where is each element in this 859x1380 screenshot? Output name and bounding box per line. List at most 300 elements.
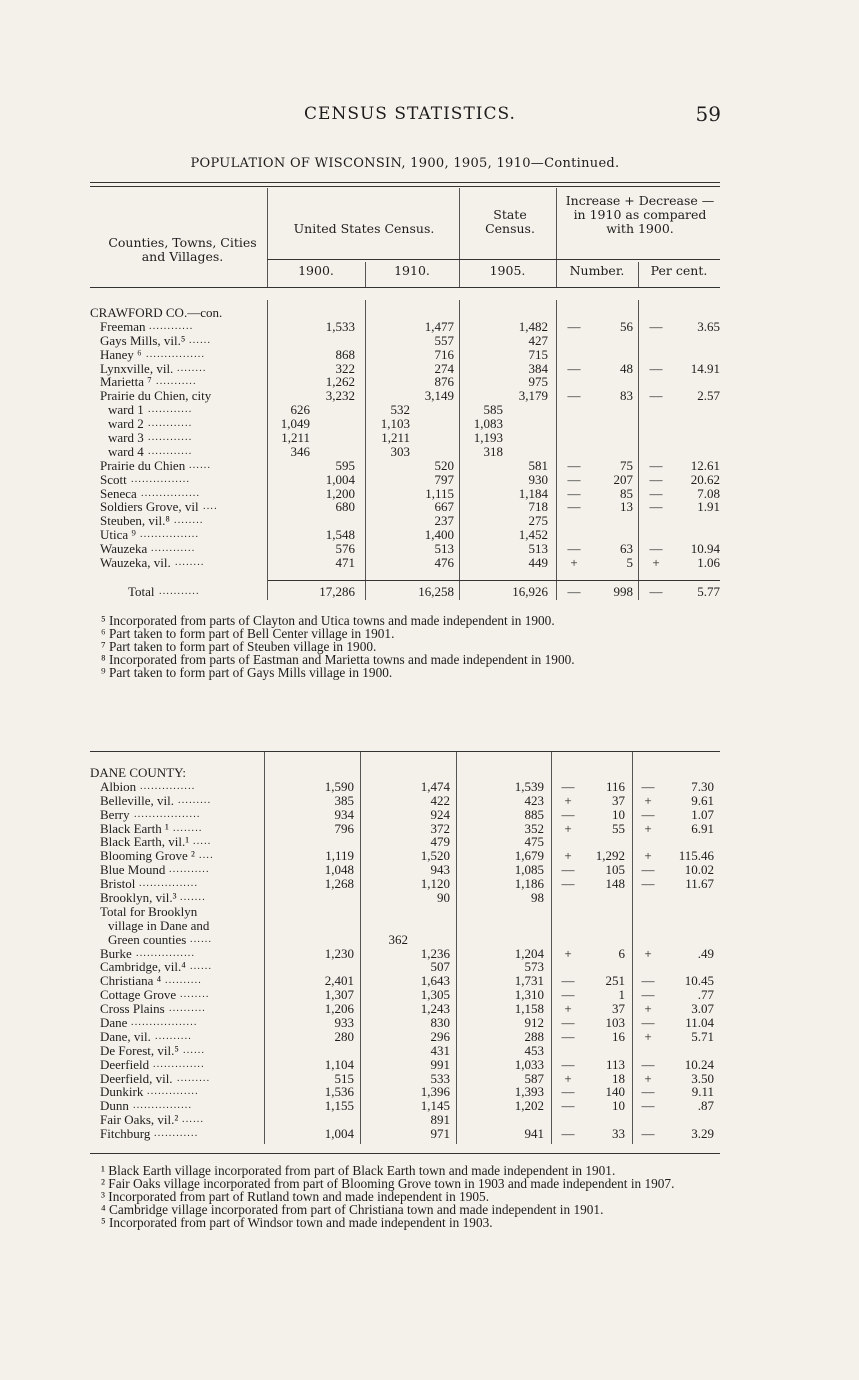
value-1905: 98 bbox=[531, 890, 544, 906]
leader-dots: ........... bbox=[159, 586, 200, 597]
value-1900: 17,286 bbox=[319, 584, 355, 599]
table-row bbox=[90, 1113, 720, 1127]
value-1905: 1,482 bbox=[518, 318, 548, 334]
value-percent: 14.91 bbox=[690, 360, 720, 376]
value-1905: 1,158 bbox=[514, 1001, 544, 1017]
sign-percent: — bbox=[641, 862, 655, 878]
sign-percent: — bbox=[649, 457, 663, 473]
value-1905: 384 bbox=[528, 360, 548, 376]
value-1900: 1,004 bbox=[325, 471, 355, 487]
column-header-counties: Counties, Towns, Cities and Villages. bbox=[108, 235, 257, 264]
row-name: Dunn bbox=[100, 1098, 129, 1114]
dane-table bbox=[90, 766, 720, 1141]
value-percent: 1.07 bbox=[691, 806, 714, 822]
value-1905: 288 bbox=[524, 1028, 544, 1044]
leader-dots: ............... bbox=[140, 780, 196, 792]
value-1905: 3,179 bbox=[518, 388, 548, 404]
value-1905: 885 bbox=[524, 806, 544, 822]
value-1900: 1,533 bbox=[325, 318, 355, 334]
sign-number: — bbox=[567, 485, 581, 501]
row-name: Steuben, vil.⁸ bbox=[100, 513, 170, 529]
crawford-total-row bbox=[90, 585, 720, 599]
value-number: 48 bbox=[620, 360, 633, 376]
value-number: 18 bbox=[612, 1070, 625, 1086]
value-1905: 930 bbox=[528, 471, 548, 487]
value-1900: 515 bbox=[334, 1070, 354, 1086]
value-1900: 471 bbox=[335, 555, 355, 571]
value-1910: 1,211 bbox=[381, 430, 410, 446]
row-name: Total for Brooklyn bbox=[100, 903, 198, 919]
sign-percent: + bbox=[644, 1028, 652, 1044]
leader-dots: ............ bbox=[154, 1128, 199, 1140]
row-name: Freeman bbox=[100, 318, 146, 334]
value-1905: 1,204 bbox=[514, 945, 544, 961]
leader-dots: ............ bbox=[148, 404, 193, 416]
value-percent: .77 bbox=[697, 987, 714, 1003]
table-row bbox=[90, 473, 720, 487]
sign-number: — bbox=[561, 778, 575, 794]
table-row bbox=[90, 362, 720, 376]
value-percent: 5.71 bbox=[691, 1028, 714, 1044]
row-name: Marietta ⁷ bbox=[100, 374, 152, 390]
value-1905: 275 bbox=[528, 513, 548, 529]
value-percent: 10.24 bbox=[684, 1056, 714, 1072]
value-percent: 1.91 bbox=[697, 499, 720, 515]
value-1910: 797 bbox=[434, 471, 454, 487]
value-1910: 991 bbox=[430, 1056, 450, 1072]
sign-percent: — bbox=[649, 318, 663, 334]
header-rule bbox=[267, 259, 720, 260]
value-number: 13 bbox=[620, 499, 633, 515]
value-1905: 718 bbox=[528, 499, 548, 515]
section-heading: CRAWFORD CO.—con. bbox=[90, 305, 223, 320]
sign-number: — bbox=[567, 318, 581, 334]
row-name: Brooklyn, vil.³ bbox=[100, 890, 177, 906]
value-number: 55 bbox=[612, 820, 625, 836]
table-row bbox=[90, 933, 720, 947]
value-1905: 587 bbox=[524, 1070, 544, 1086]
value-percent: 7.08 bbox=[697, 485, 720, 501]
leader-dots: ................ bbox=[136, 947, 196, 959]
sign-percent: — bbox=[641, 1084, 655, 1100]
value-1910: 891 bbox=[430, 1112, 450, 1128]
leader-dots: ................ bbox=[146, 348, 206, 360]
value-1900: 934 bbox=[334, 806, 354, 822]
value-1910: 372 bbox=[430, 820, 450, 836]
value-1905: 423 bbox=[524, 792, 544, 808]
table-row bbox=[90, 1127, 720, 1141]
value-1910: 716 bbox=[434, 346, 454, 362]
table-row bbox=[90, 1099, 720, 1113]
table-row bbox=[90, 320, 720, 334]
table-row bbox=[90, 780, 720, 794]
sign-percent: — bbox=[641, 1098, 655, 1114]
value-1910: 1,643 bbox=[420, 973, 450, 989]
table-row bbox=[90, 1002, 720, 1016]
value-percent: 2.57 bbox=[697, 388, 720, 404]
value-1910: 1,236 bbox=[420, 945, 450, 961]
sign-percent: — bbox=[641, 806, 655, 822]
crawford-table bbox=[90, 306, 720, 570]
row-name: Prairie du Chien, city bbox=[100, 388, 212, 404]
row-name: Blooming Grove ² bbox=[100, 848, 195, 864]
table-row bbox=[90, 403, 720, 417]
value-1910: 1,103 bbox=[380, 416, 410, 432]
value-1910: 274 bbox=[434, 360, 454, 376]
footnote: ⁷ Part taken to form part of Steuben village in 1900. bbox=[101, 639, 377, 654]
row-name: Utica ⁹ bbox=[100, 527, 136, 543]
leader-dots: .................. bbox=[134, 808, 201, 820]
value-number: 1 bbox=[618, 987, 625, 1003]
value-1900: 1,211 bbox=[281, 430, 310, 446]
value-1910: 1,305 bbox=[420, 987, 450, 1003]
value-1905: 585 bbox=[483, 402, 503, 418]
value-1900: 1,262 bbox=[325, 374, 355, 390]
row-name: Berry bbox=[100, 806, 130, 822]
leader-dots: ................ bbox=[133, 1100, 193, 1112]
sign-number: + bbox=[564, 945, 572, 961]
sign-number: — bbox=[561, 1056, 575, 1072]
value-1905: 975 bbox=[528, 374, 548, 390]
sign-percent: — bbox=[649, 360, 663, 376]
value-1900: 626 bbox=[290, 402, 310, 418]
leader-dots: ..... bbox=[193, 836, 212, 848]
sign-percent: + bbox=[644, 848, 652, 864]
sign-number: + bbox=[564, 1001, 572, 1017]
leader-dots: ........ bbox=[175, 557, 205, 569]
row-name: Haney ⁶ bbox=[100, 346, 142, 362]
value-number: 75 bbox=[620, 457, 633, 473]
leader-dots: ............ bbox=[149, 320, 194, 332]
page-number: 59 bbox=[695, 102, 721, 126]
sign-number: + bbox=[564, 848, 572, 864]
column-header-1900: 1900. bbox=[298, 263, 334, 278]
sign-number: — bbox=[561, 1126, 575, 1142]
sign-number: — bbox=[561, 973, 575, 989]
sign-number: — bbox=[561, 1015, 575, 1031]
table-row bbox=[90, 891, 720, 905]
sign-number: + bbox=[570, 555, 578, 571]
leader-dots: ........ bbox=[180, 989, 210, 1001]
leader-dots: .......... bbox=[165, 975, 202, 987]
sign-number: — bbox=[567, 584, 581, 599]
table-row bbox=[90, 849, 720, 863]
value-percent: 11.67 bbox=[685, 876, 714, 892]
sign-percent: — bbox=[649, 388, 663, 404]
table-row bbox=[90, 835, 720, 849]
table-row bbox=[90, 947, 720, 961]
footnote: ⁸ Incorporated from parts of Eastman and Marietta towns and made independent in 1900. bbox=[101, 652, 575, 667]
value-1910: 422 bbox=[430, 792, 450, 808]
value-1905: 453 bbox=[524, 1042, 544, 1058]
value-1900: 933 bbox=[334, 1015, 354, 1031]
footnote: ⁶ Part taken to form part of Bell Center village in 1901. bbox=[101, 626, 395, 641]
value-1900: 1,590 bbox=[324, 778, 354, 794]
value-percent: 1.06 bbox=[697, 555, 720, 571]
table-row bbox=[90, 905, 720, 919]
value-1900: 1,119 bbox=[325, 848, 354, 864]
table-row bbox=[90, 1030, 720, 1044]
value-1900: 1,004 bbox=[324, 1126, 354, 1142]
value-number: 33 bbox=[612, 1126, 625, 1142]
footnote: ⁵ Incorporated from part of Windsor town and made independent in 1903. bbox=[101, 1215, 493, 1230]
row-name: Prairie du Chien bbox=[100, 457, 186, 473]
value-number: 5 bbox=[626, 555, 633, 571]
value-1900: 1,268 bbox=[324, 876, 354, 892]
value-number: 251 bbox=[605, 973, 625, 989]
value-1905: 573 bbox=[524, 959, 544, 975]
value-1910: 532 bbox=[390, 402, 410, 418]
leader-dots: ........... bbox=[156, 376, 197, 388]
table-row bbox=[90, 459, 720, 473]
value-percent: 3.50 bbox=[691, 1070, 714, 1086]
row-name: ward 3 bbox=[108, 430, 144, 446]
value-1910: 479 bbox=[430, 834, 450, 850]
value-1910: 1,145 bbox=[420, 1098, 450, 1114]
value-percent: 9.61 bbox=[691, 792, 714, 808]
value-1910: 924 bbox=[430, 806, 450, 822]
row-name: Gays Mills, vil.⁵ bbox=[100, 332, 186, 348]
value-percent: .87 bbox=[697, 1098, 714, 1114]
leader-dots: .... bbox=[203, 501, 218, 513]
sign-number: — bbox=[561, 987, 575, 1003]
row-name: Black Earth ¹ bbox=[100, 820, 169, 836]
sign-percent: — bbox=[649, 584, 663, 599]
value-1905: 1,193 bbox=[473, 430, 503, 446]
row-name: Bristol bbox=[100, 876, 136, 892]
row-name: Total bbox=[128, 584, 155, 599]
value-1910: 557 bbox=[434, 332, 454, 348]
table-row bbox=[90, 334, 720, 348]
table-row bbox=[90, 960, 720, 974]
table-row bbox=[90, 974, 720, 988]
value-1910: 971 bbox=[430, 1126, 450, 1142]
sign-number: — bbox=[561, 862, 575, 878]
value-percent: 7.30 bbox=[691, 778, 714, 794]
sign-percent: — bbox=[641, 1015, 655, 1031]
value-1910: 16,258 bbox=[418, 584, 454, 599]
value-1900: 1,548 bbox=[325, 527, 355, 543]
value-number: 105 bbox=[605, 862, 625, 878]
sign-percent: + bbox=[644, 820, 652, 836]
leader-dots: ............ bbox=[151, 543, 196, 555]
value-1910: 237 bbox=[434, 513, 454, 529]
value-percent: 3.29 bbox=[691, 1126, 714, 1142]
table-row bbox=[90, 808, 720, 822]
value-number: 56 bbox=[620, 318, 633, 334]
value-1910: 1,396 bbox=[420, 1084, 450, 1100]
value-1900: 576 bbox=[335, 541, 355, 557]
sign-percent: + bbox=[644, 792, 652, 808]
value-1900: 1,200 bbox=[325, 485, 355, 501]
value-1905: 1,452 bbox=[518, 527, 548, 543]
value-1900: 1,536 bbox=[324, 1084, 354, 1100]
row-name: Cross Plains bbox=[100, 1001, 165, 1017]
value-1900: 346 bbox=[290, 443, 310, 459]
value-percent: 20.62 bbox=[690, 471, 720, 487]
top-rule bbox=[90, 186, 720, 187]
footnote: ⁵ Incorporated from parts of Clayton and Utica towns and made independent in 1900. bbox=[101, 613, 555, 628]
leader-dots: ............ bbox=[148, 432, 193, 444]
value-1910: 1,477 bbox=[424, 318, 454, 334]
value-1905: 581 bbox=[528, 457, 548, 473]
value-1900: 868 bbox=[335, 346, 355, 362]
value-1910: 90 bbox=[437, 890, 450, 906]
value-number: 103 bbox=[605, 1015, 625, 1031]
table-row bbox=[90, 500, 720, 514]
value-percent: 10.02 bbox=[684, 862, 714, 878]
value-percent: 5.77 bbox=[697, 584, 720, 599]
footnote: ⁴ Cambridge village incorporated from part of Christiana town and made independent in 1901. bbox=[101, 1202, 604, 1217]
column-header-1905: 1905. bbox=[489, 263, 526, 278]
leader-dots: ................ bbox=[131, 473, 191, 485]
value-number: 998 bbox=[613, 584, 633, 599]
value-1900: 1,230 bbox=[324, 945, 354, 961]
value-number: 16 bbox=[612, 1028, 625, 1044]
header-bottom-rule bbox=[90, 287, 720, 288]
sign-number: + bbox=[564, 1070, 572, 1086]
value-number: 116 bbox=[605, 778, 625, 794]
value-1905: 1,033 bbox=[514, 1056, 544, 1072]
row-name: ward 4 bbox=[108, 443, 144, 459]
value-1910: 303 bbox=[390, 443, 410, 459]
leader-dots: ............ bbox=[148, 418, 193, 430]
leader-dots: ......... bbox=[178, 794, 212, 806]
leader-dots: ................ bbox=[139, 878, 199, 890]
value-1905: 1,186 bbox=[514, 876, 544, 892]
leader-dots: ...... bbox=[182, 1114, 205, 1126]
row-name: Dane, vil. bbox=[100, 1028, 151, 1044]
leader-dots: ........... bbox=[169, 864, 210, 876]
table-row bbox=[90, 514, 720, 528]
sign-percent: — bbox=[649, 471, 663, 487]
sign-number: — bbox=[567, 499, 581, 515]
row-name: village in Dane and bbox=[108, 917, 210, 933]
row-name: Christiana ⁴ bbox=[100, 973, 162, 989]
total-rule bbox=[268, 580, 720, 581]
row-name: Deerfield bbox=[100, 1056, 150, 1072]
leader-dots: ............ bbox=[148, 445, 193, 457]
row-name: Deerfield, vil. bbox=[100, 1070, 173, 1086]
sign-number: — bbox=[561, 1098, 575, 1114]
table-row bbox=[90, 487, 720, 501]
leader-dots: ...... bbox=[190, 933, 213, 945]
leader-dots: ........ bbox=[173, 822, 203, 834]
sign-percent: — bbox=[649, 541, 663, 557]
table-row bbox=[90, 585, 720, 599]
value-percent: 3.07 bbox=[691, 1001, 714, 1017]
table-row bbox=[90, 1058, 720, 1072]
dane-footnotes bbox=[87, 1164, 719, 1229]
value-percent: 115.46 bbox=[678, 848, 714, 864]
value-1905: 475 bbox=[524, 834, 544, 850]
row-name: Albion bbox=[100, 778, 137, 794]
sign-number: — bbox=[561, 876, 575, 892]
leader-dots: ...... bbox=[189, 334, 212, 346]
value-number: 1,292 bbox=[595, 848, 625, 864]
sign-percent: — bbox=[649, 485, 663, 501]
value-1905: 715 bbox=[528, 346, 548, 362]
value-1900: 1,048 bbox=[324, 862, 354, 878]
row-name: Lynxville, vil. bbox=[100, 360, 174, 376]
value-1905: 427 bbox=[528, 332, 548, 348]
table-row bbox=[90, 1072, 720, 1086]
row-name: Dane bbox=[100, 1015, 128, 1031]
value-1910: 876 bbox=[434, 374, 454, 390]
value-percent: 10.94 bbox=[690, 541, 720, 557]
value-1900: 796 bbox=[334, 820, 354, 836]
table-row bbox=[90, 542, 720, 556]
value-1910: 362 bbox=[388, 931, 408, 947]
value-1900: 1,307 bbox=[324, 987, 354, 1003]
value-1910: 830 bbox=[430, 1015, 450, 1031]
sign-percent: — bbox=[641, 1056, 655, 1072]
value-1910: 1,474 bbox=[420, 778, 450, 794]
value-1910: 1,520 bbox=[420, 848, 450, 864]
section-heading: DANE COUNTY: bbox=[90, 765, 186, 780]
column-header-state-census: State Census. bbox=[485, 207, 535, 236]
page-title: CENSUS STATISTICS. bbox=[304, 104, 516, 124]
value-1910: 1,243 bbox=[420, 1001, 450, 1017]
leader-dots: .............. bbox=[147, 1086, 199, 1098]
row-name: Burke bbox=[100, 945, 132, 961]
leader-dots: ........ bbox=[177, 362, 207, 374]
value-number: 10 bbox=[612, 1098, 625, 1114]
value-percent: 9.11 bbox=[691, 1084, 714, 1100]
sign-number: + bbox=[564, 792, 572, 808]
table-row bbox=[90, 863, 720, 877]
value-1910: 3,149 bbox=[424, 388, 454, 404]
row-name: Belleville, vil. bbox=[100, 792, 175, 808]
column-header-percent: Per cent. bbox=[650, 263, 708, 278]
value-percent: 3.65 bbox=[697, 318, 720, 334]
sign-percent: + bbox=[644, 1001, 652, 1017]
value-1905: 941 bbox=[524, 1126, 544, 1142]
leader-dots: .......... bbox=[169, 1003, 206, 1015]
leader-dots: .............. bbox=[153, 1058, 205, 1070]
leader-dots: .................. bbox=[131, 1017, 198, 1029]
footnote: ³ Incorporated from part of Rutland town and made independent in 1905. bbox=[101, 1189, 490, 1204]
table-row bbox=[90, 528, 720, 542]
value-1910: 476 bbox=[434, 555, 454, 571]
value-number: 140 bbox=[605, 1084, 625, 1100]
value-1905: 1,083 bbox=[473, 416, 503, 432]
leader-dots: ...... bbox=[183, 1044, 206, 1056]
value-percent: .49 bbox=[697, 945, 714, 961]
column-header-increase: Increase + Decrease — in 1910 as compared with 1900. bbox=[565, 193, 715, 236]
leader-dots: ...... bbox=[190, 961, 213, 973]
table-row bbox=[90, 417, 720, 431]
value-1905: 513 bbox=[528, 541, 548, 557]
table-row bbox=[90, 1085, 720, 1099]
value-1905: 16,926 bbox=[512, 584, 548, 599]
sign-percent: — bbox=[641, 876, 655, 892]
value-number: 10 bbox=[612, 806, 625, 822]
sign-number: — bbox=[561, 1028, 575, 1044]
table-row bbox=[90, 988, 720, 1002]
row-name: ward 2 bbox=[108, 416, 144, 432]
leader-dots: .... bbox=[199, 850, 214, 862]
sign-number: — bbox=[567, 541, 581, 557]
value-1900: 3,232 bbox=[325, 388, 355, 404]
value-1905: 1,184 bbox=[518, 485, 548, 501]
value-1900: 385 bbox=[334, 792, 354, 808]
table-row bbox=[90, 375, 720, 389]
value-1910: 520 bbox=[434, 457, 454, 473]
row-name: Black Earth, vil.¹ bbox=[100, 834, 190, 850]
value-1900: 280 bbox=[334, 1028, 354, 1044]
row-name: Seneca bbox=[100, 485, 137, 501]
